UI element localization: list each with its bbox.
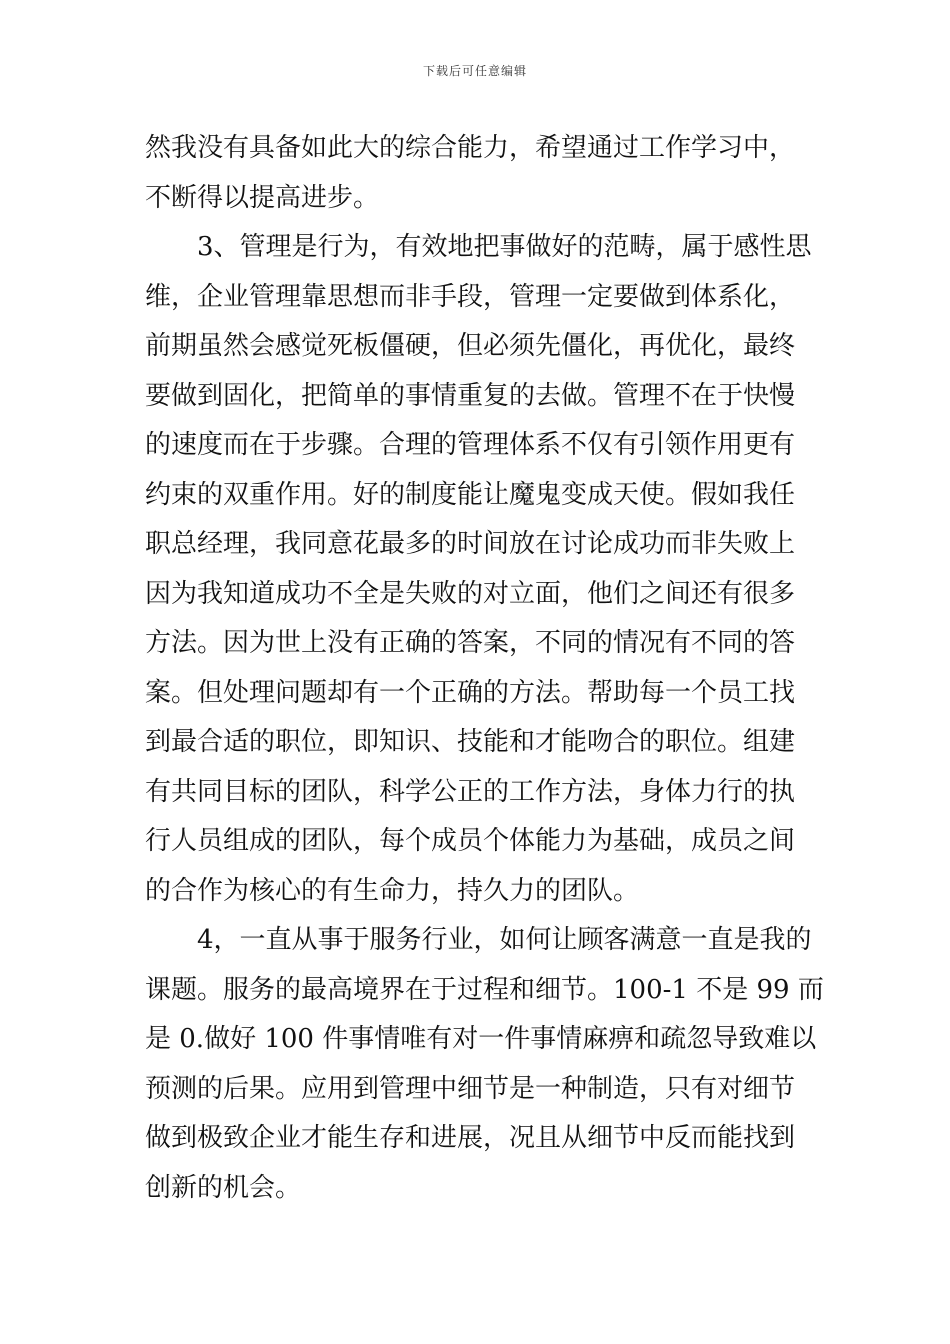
text-line: 案。但处理问题却有一个正确的方法。帮助每一个员工找 [145, 677, 796, 708]
paragraph-3-start: 3、管理是行为，有效地把事做好的范畴，属于感性思 [197, 232, 812, 262]
text-line: 因为我知道成功不全是失败的对立面，他们之间还有很多 [145, 578, 796, 609]
text-line: 职总经理，我同意花最多的时间放在讨论成功而非失败上 [145, 529, 796, 559]
text-line: 创新的机会。 [145, 1172, 302, 1203]
text-line: 要做到固化，把简单的事情重复的去做。管理不在于快慢 [145, 380, 796, 411]
text-line: 方法。因为世上没有正确的答案，不同的情况有不同的答 [145, 628, 796, 658]
text-line: 约束的双重作用。好的制度能让魔鬼变成天使。假如我任 [145, 479, 796, 510]
text-line: 课题。服务的最高境界在于过程和细节。100-1 不是 99 而 [145, 974, 824, 1005]
text-line: 的合作为核心的有生命力，持久力的团队。 [145, 875, 640, 906]
document-body [145, 124, 824, 1213]
text-line: 不断得以提高进步。 [145, 182, 380, 213]
text-line: 是 0.做好 100 件事情唯有对一件事情麻痹和疏忽导致难以 [145, 1024, 817, 1054]
text-line: 行人员组成的团队，每个成员个体能力为基础，成员之间 [145, 826, 796, 856]
text-line: 的速度而在于步骤。合理的管理体系不仅有引领作用更有 [145, 430, 796, 460]
text-line: 然我没有具备如此大的综合能力，希望通过工作学习中， [145, 133, 796, 163]
text-line: 预测的后果。应用到管理中细节是一种制造，只有对细节 [145, 1073, 796, 1104]
paragraph-4-start: 4，一直从事于服务行业，如何让顾客满意一直是我的 [197, 925, 812, 955]
text-line: 到最合适的职位，即知识、技能和才能吻合的职位。组建 [145, 727, 796, 757]
page-header: 下载后可任意编辑 [422, 64, 527, 78]
text-line: 做到极致企业才能生存和进展，况且从细节中反而能找到 [145, 1123, 796, 1153]
text-line: 维，企业管理靠思想而非手段，管理一定要做到体系化， [145, 281, 796, 312]
text-line: 有共同目标的团队，科学公正的工作方法，身体力行的执 [145, 776, 796, 807]
text-line: 前期虽然会感觉死板僵硬，但必须先僵化，再优化，最终 [145, 331, 796, 361]
